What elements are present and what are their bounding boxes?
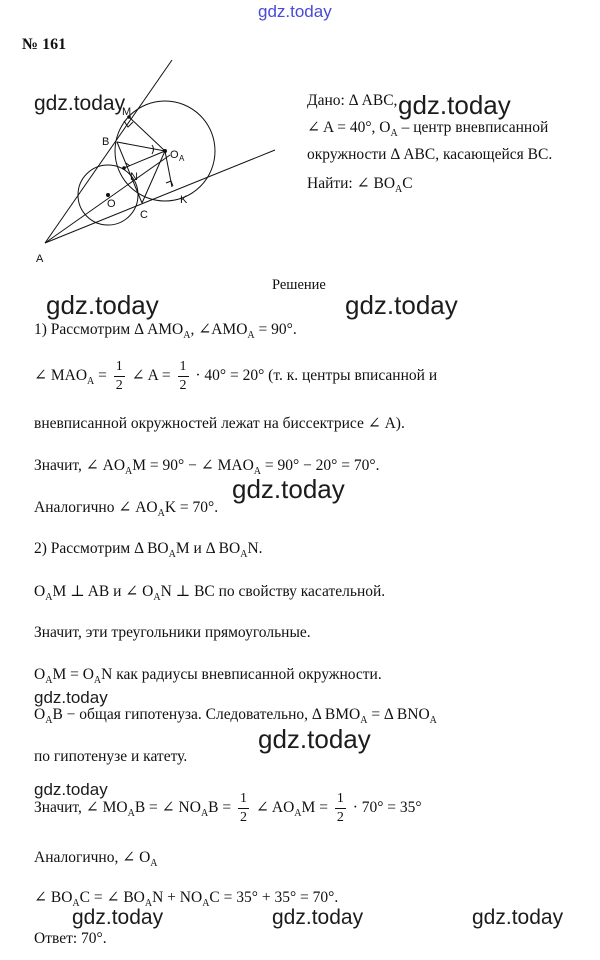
label-oa-sub: A	[179, 154, 185, 163]
given-line-4: Найти: ∠ $BO_AC$	[307, 175, 413, 196]
watermark-bottom-mid: gdz.today	[272, 906, 364, 929]
solution-line-2: ∠ $MAO_A$ = $\frac{1}{2}$ ∠ A = $\frac{1}{2}$ · 40° = 20° (т. к. центры вписанной и	[34, 359, 438, 393]
watermark-small-1: gdz.today	[34, 688, 108, 707]
geometry-diagram	[20, 55, 290, 270]
given-line-3: окружности Δ ABC, касающейся BC.	[307, 146, 553, 163]
watermark-given: gdz.today	[398, 90, 511, 120]
watermark-solution-left: gdz.today	[46, 290, 159, 320]
solution-line-8: Значит, эти треугольники прямоугольные.	[34, 624, 311, 641]
given-line-1: Дано: Δ ABC,	[307, 92, 398, 109]
solution-line-3: вневписанной окружностей лежат на биссектрисе ∠ A).	[34, 415, 405, 432]
problem-number: № 161	[22, 36, 67, 53]
watermark-solution-right: gdz.today	[345, 290, 458, 320]
watermark-small-2: gdz.today	[34, 780, 108, 799]
point-n	[122, 166, 126, 170]
solution-line-1: 1) Рассмотрим Δ $AMO_A$, $\angle AMO_A = 90^\circ$.	[34, 321, 297, 342]
answer-line: Ответ: 70°.	[34, 930, 107, 947]
solution-line-10: $O_AB$ − общая гипотенуза. Следовательно, Δ $BMO_A = \Delta$ $BNO_A$	[34, 706, 437, 727]
ray-ac	[45, 150, 275, 243]
label-m: M	[122, 106, 132, 118]
label-a: A	[36, 253, 44, 265]
solution-title: Решение	[272, 277, 326, 293]
label-k: K	[180, 194, 188, 206]
watermark-mid: gdz.today	[232, 474, 345, 504]
solution-line-7: $O_AM$ ⊥ AB и ∠ $O_AN$ ⊥ BC по свойству касательной.	[34, 583, 386, 604]
solution-line-12: Значит, ∠ $MO_AB$ = ∠ $NO_AB$ = $\frac{1}{2}$ ∠ $AO_AM$ = $\frac{1}{2}$ · 70° = 35°	[34, 791, 422, 825]
solution-line-4: Значит, ∠ $AO_AM = 90^\circ$ − ∠ $MAO_A = 90^\circ - 20^\circ = 70^\circ$.	[34, 457, 380, 478]
solution-line-11: по гипотенузе и катету.	[34, 748, 188, 765]
solution-line-13: Аналогично, ∠ $O_A$	[34, 849, 158, 870]
solution-line-6: 2) Рассмотрим Δ $BO_AM$ и Δ $BO_AN$.	[34, 540, 263, 561]
solution-line-9: $O_AM = O_AN$ как радиусы вневписанной окружности.	[34, 666, 382, 687]
watermark-top: gdz.today	[258, 2, 332, 21]
solution-line-14: ∠ $BO_AC$ = ∠ $BO_AN + NO_AC = 35^\circ + 35^\circ = 70^\circ$.	[34, 889, 339, 910]
fraction-half-3: $\frac{1}{2}$	[240, 791, 248, 825]
watermark-lower: gdz.today	[258, 724, 371, 754]
label-n: N	[130, 171, 138, 183]
radius-om	[129, 117, 165, 151]
angle-arc-o	[152, 145, 154, 154]
watermark-bottom-right: gdz.today	[472, 906, 564, 929]
watermark-bottom-left: gdz.today	[72, 906, 164, 929]
label-b: B	[102, 136, 110, 148]
label-oa: O	[170, 149, 179, 161]
fraction-half-1: $\frac{1}{2}$	[115, 359, 123, 393]
label-o: O	[107, 198, 116, 210]
incenter-point	[106, 193, 110, 197]
fraction-half-4: $\frac{1}{2}$	[336, 791, 344, 825]
fraction-half-2: $\frac{1}{2}$	[179, 359, 187, 393]
solution-line-5: Аналогично ∠ $AO_AK = 70^\circ$.	[34, 499, 219, 520]
watermark-diagram: gdz.today	[34, 92, 126, 115]
segment-ob	[117, 142, 165, 151]
given-line-2: ∠ A = 40°, $O_A$ – центр вневписанной	[307, 119, 549, 140]
label-c: C	[140, 209, 148, 221]
excenter-point	[163, 149, 167, 153]
